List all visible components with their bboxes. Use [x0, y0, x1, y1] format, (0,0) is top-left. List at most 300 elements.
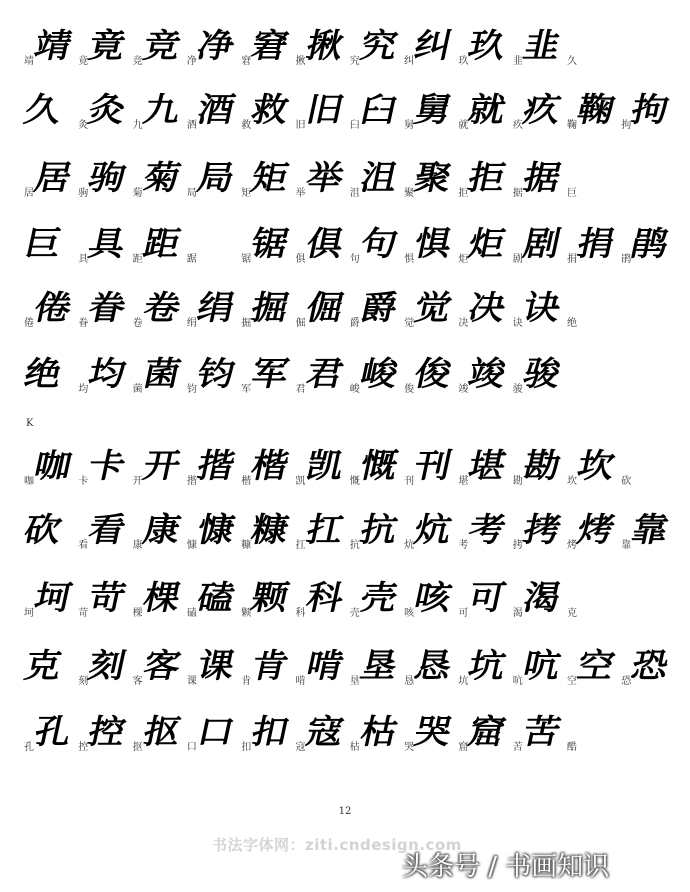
character-pair [78, 434, 129, 494]
calligraphy-glyph: 糠 [248, 510, 292, 550]
calligraphy-glyph: 九 [139, 90, 183, 130]
printed-character-label: 九 [132, 120, 143, 131]
printed-character-label: 菊 [132, 188, 143, 199]
printed-character-label: 绝 [567, 318, 577, 329]
character-pair [78, 342, 129, 402]
character-pair [404, 78, 455, 138]
character-row [0, 700, 690, 760]
character-row [0, 14, 690, 74]
calligraphy-glyph: 玖 [465, 26, 509, 66]
printed-character-label: 糠 [241, 540, 252, 551]
printed-character-label: 掘 [241, 318, 252, 329]
printed-character-label: 磕 [186, 608, 197, 619]
character-pair [567, 700, 578, 760]
calligraphy-glyph: 坑 [465, 646, 509, 686]
calligraphy-glyph: 君 [302, 354, 346, 394]
printed-character-label: 堪 [458, 476, 469, 487]
calligraphy-glyph: 恳 [410, 646, 455, 686]
calligraphy-glyph: 菌 [139, 354, 183, 394]
printed-character-label: 克 [567, 608, 577, 619]
character-pair [349, 342, 400, 402]
calligraphy-glyph: 菊 [139, 158, 183, 198]
character-pair [567, 634, 618, 694]
character-pair [458, 276, 509, 336]
printed-character-label: 竣 [458, 384, 469, 395]
calligraphy-glyph: 刊 [410, 446, 455, 486]
character-row [0, 78, 690, 138]
character-pair [78, 146, 129, 206]
printed-character-label: 炬 [458, 254, 469, 265]
printed-character-label: 考 [458, 540, 469, 551]
calligraphy-glyph: 垦 [356, 646, 400, 686]
character-pair [458, 566, 509, 626]
printed-character-label: 拷 [512, 540, 523, 551]
calligraphy-glyph: 控 [85, 712, 129, 752]
printed-character-label: 竞 [132, 56, 143, 67]
printed-character-label: 孔 [24, 742, 34, 753]
character-pair [458, 498, 509, 558]
character-pair [186, 498, 238, 558]
printed-character-label: 君 [295, 384, 306, 395]
printed-character-label: 刊 [404, 476, 415, 487]
printed-character-label: 究 [349, 56, 360, 67]
printed-character-label: 菌 [132, 384, 143, 395]
calligraphy-glyph: 咖 [30, 446, 75, 486]
calligraphy-glyph: 舅 [410, 90, 455, 130]
calligraphy-glyph: 句 [356, 224, 400, 264]
character-pair [349, 146, 400, 206]
character-pair [295, 14, 346, 74]
character-pair [349, 212, 400, 272]
printed-character-label: 玖 [458, 56, 469, 67]
printed-character-label: 慷 [186, 540, 197, 551]
calligraphy-glyph: 磕 [193, 578, 238, 618]
character-pair [458, 434, 509, 494]
calligraphy-glyph: 开 [139, 446, 183, 486]
character-row [0, 434, 690, 494]
printed-character-label: 峻 [349, 384, 360, 395]
printed-character-label: 康 [132, 540, 143, 551]
printed-character-label: 扛 [295, 540, 306, 551]
calligraphy-glyph: 哭 [410, 712, 455, 752]
character-pair [404, 566, 455, 626]
calligraphy-glyph: 觉 [410, 288, 455, 328]
printed-character-label: 卡 [78, 476, 89, 487]
printed-character-label: 看 [78, 540, 89, 551]
character-pair [621, 78, 672, 138]
calligraphy-glyph: 康 [139, 510, 183, 550]
printed-character-label: 眷 [78, 318, 89, 329]
calligraphy-glyph: 卷 [139, 288, 183, 328]
printed-character-label: 啃 [295, 676, 306, 687]
printed-character-label: 扣 [241, 742, 252, 753]
character-pair [24, 276, 75, 336]
calligraphy-glyph: 枯 [356, 712, 400, 752]
character-pair [458, 78, 509, 138]
printed-character-label: 居 [24, 188, 34, 199]
printed-character-label: 颗 [241, 608, 252, 619]
calligraphy-glyph: 久 [20, 90, 65, 130]
printed-character-label: 空 [567, 676, 577, 687]
character-pair [132, 146, 183, 206]
calligraphy-glyph: 坷 [30, 578, 75, 618]
calligraphy-glyph: 眷 [85, 288, 129, 328]
printed-character-label: 坎 [567, 476, 577, 487]
printed-character-label: 凯 [295, 476, 306, 487]
character-pair [512, 634, 563, 694]
character-pair [621, 498, 672, 558]
character-pair [404, 14, 455, 74]
calligraphy-glyph: 砍 [20, 510, 65, 550]
character-pair [186, 14, 238, 74]
calligraphy-glyph: 巨 [20, 224, 65, 264]
printed-character-label: 哭 [404, 742, 415, 753]
printed-character-label: 客 [132, 676, 143, 687]
printed-character-label: 觉 [404, 318, 415, 329]
character-pair [458, 14, 509, 74]
character-pair [512, 434, 563, 494]
calligraphy-glyph: 靠 [628, 510, 672, 550]
printed-character-label: 钧 [186, 384, 197, 395]
calligraphy-glyph: 均 [85, 354, 129, 394]
printed-character-label: 句 [349, 254, 360, 265]
character-pair [349, 434, 400, 494]
calligraphy-glyph: 据 [519, 158, 563, 198]
character-pair [78, 566, 129, 626]
printed-character-label: 倦 [24, 318, 34, 329]
printed-character-label: 楷 [241, 476, 252, 487]
calligraphy-glyph: 炬 [465, 224, 509, 264]
calligraphy-glyph: 沮 [356, 158, 400, 198]
character-pair [512, 146, 563, 206]
calligraphy-glyph: 钧 [193, 354, 238, 394]
calligraphy-glyph: 可 [465, 578, 509, 618]
calligraphy-glyph: 倔 [302, 288, 346, 328]
calligraphy-glyph: 绝 [20, 354, 65, 394]
calligraphy-glyph: 具 [85, 224, 129, 264]
printed-character-label: 均 [78, 384, 89, 395]
calligraphy-glyph: 军 [248, 354, 292, 394]
printed-character-label: 臼 [349, 120, 360, 131]
character-pair [20, 78, 65, 138]
character-pair [567, 498, 618, 558]
calligraphy-glyph: 居 [30, 158, 75, 198]
calligraphy-glyph: 举 [302, 158, 346, 198]
printed-character-label: 举 [295, 188, 306, 199]
printed-character-label: 苦 [512, 742, 523, 753]
printed-character-label: 爵 [349, 318, 360, 329]
printed-character-label: 韭 [512, 56, 523, 67]
calligraphy-glyph: 疚 [519, 90, 563, 130]
calligraphy-glyph: 捐 [573, 224, 618, 264]
calligraphy-glyph: 竞 [139, 26, 183, 66]
calligraphy-glyph: 绢 [193, 288, 238, 328]
printed-character-label: 窟 [458, 742, 469, 753]
calligraphy-glyph: 竣 [465, 354, 509, 394]
character-pair [458, 212, 509, 272]
printed-character-label: 驹 [78, 188, 89, 199]
character-pair [241, 434, 292, 494]
printed-character-label: 倔 [295, 318, 306, 329]
printed-character-label: 壳 [349, 608, 360, 619]
printed-character-label: 可 [458, 608, 469, 619]
calligraphy-glyph: 考 [465, 510, 509, 550]
printed-character-label: 吭 [512, 676, 523, 687]
character-pair [349, 498, 400, 558]
calligraphy-glyph: 救 [248, 90, 292, 130]
printed-character-label: 净 [186, 56, 197, 67]
calligraphy-glyph: 决 [465, 288, 509, 328]
calligraphy-glyph: 纠 [410, 26, 455, 66]
calligraphy-glyph: 课 [193, 646, 238, 686]
character-pair [186, 700, 238, 760]
character-pair [132, 434, 183, 494]
printed-character-label: 灸 [78, 120, 89, 131]
calligraphy-glyph: 苛 [85, 578, 129, 618]
printed-character-label: 俊 [404, 384, 415, 395]
character-pair [186, 634, 238, 694]
character-pair [78, 700, 129, 760]
printed-character-label: 控 [78, 742, 89, 753]
calligraphy-glyph: 堪 [465, 446, 509, 486]
printed-character-label: 科 [295, 608, 306, 619]
character-pair [567, 14, 578, 74]
calligraphy-glyph: 驹 [85, 158, 129, 198]
calligraphy-glyph: 颗 [248, 578, 292, 618]
printed-character-label: 绢 [186, 318, 197, 329]
character-pair [349, 14, 400, 74]
character-pair [567, 276, 578, 336]
character-pair [20, 634, 65, 694]
character-pair [295, 78, 346, 138]
character-pair [241, 276, 292, 336]
printed-character-label: 锯 [241, 254, 252, 265]
printed-character-label: 卷 [132, 318, 143, 329]
character-pair [241, 700, 292, 760]
printed-character-label: 距 [132, 254, 143, 265]
character-pair [78, 78, 129, 138]
character-pair [295, 212, 346, 272]
character-pair [132, 700, 183, 760]
character-pair [349, 700, 400, 760]
printed-character-label: 俱 [295, 254, 306, 265]
calligraphy-glyph: 峻 [356, 354, 400, 394]
calligraphy-glyph: 鞠 [573, 90, 618, 130]
calligraphy-glyph: 局 [193, 158, 238, 198]
character-pair [241, 498, 292, 558]
character-pair [295, 434, 346, 494]
character-pair [186, 146, 238, 206]
printed-character-label: 剧 [512, 254, 523, 265]
calligraphy-glyph: 抗 [356, 510, 400, 550]
calligraphy-glyph: 楷 [248, 446, 292, 486]
character-pair [621, 434, 632, 494]
calligraphy-glyph: 烤 [573, 510, 618, 550]
calligraphy-glyph: 剧 [519, 224, 563, 264]
printed-character-label: 揪 [295, 56, 306, 67]
character-pair [404, 434, 455, 494]
printed-character-label: 矩 [241, 188, 252, 199]
character-pair [78, 498, 129, 558]
calligraphy-glyph: 酒 [193, 90, 238, 130]
calligraphy-glyph: 净 [193, 26, 238, 66]
section-letter-k: K [26, 418, 34, 429]
printed-character-label: 寇 [295, 742, 306, 753]
calligraphy-glyph: 卡 [85, 446, 129, 486]
character-pair [24, 700, 75, 760]
calligraphy-glyph: 诀 [519, 288, 563, 328]
calligraphy-glyph: 咳 [410, 578, 455, 618]
character-pair [404, 634, 455, 694]
character-pair [512, 212, 563, 272]
printed-character-label: 踞 [186, 254, 197, 265]
character-pair [295, 146, 346, 206]
printed-character-label: 局 [186, 188, 197, 199]
character-row [0, 342, 690, 402]
calligraphy-glyph: 科 [302, 578, 346, 618]
printed-character-label: 纠 [404, 56, 415, 67]
printed-character-label: 拒 [458, 188, 469, 199]
printed-character-label: 开 [132, 476, 143, 487]
character-pair [132, 634, 183, 694]
printed-character-label: 鹃 [621, 254, 632, 265]
calligraphy-glyph: 坎 [573, 446, 618, 486]
calligraphy-glyph: 竟 [85, 26, 129, 66]
printed-character-label: 坑 [458, 676, 469, 687]
printed-character-label: 靖 [24, 56, 34, 67]
printed-character-label: 疚 [512, 120, 523, 131]
character-pair [20, 342, 65, 402]
printed-character-label: 据 [512, 188, 523, 199]
character-pair [567, 434, 618, 494]
character-pair [241, 78, 292, 138]
calligraphy-glyph: 吭 [519, 646, 563, 686]
character-pair [186, 434, 238, 494]
character-pair [404, 700, 455, 760]
calligraphy-glyph: 拘 [628, 90, 672, 130]
calligraphy-glyph: 惧 [410, 224, 455, 264]
printed-character-label: 骏 [512, 384, 523, 395]
calligraphy-glyph: 聚 [410, 158, 455, 198]
printed-character-label: 沮 [349, 188, 360, 199]
character-pair [349, 78, 400, 138]
character-pair [567, 78, 618, 138]
printed-character-label: 竟 [78, 56, 89, 67]
character-pair [186, 342, 238, 402]
calligraphy-glyph: 究 [356, 26, 400, 66]
calligraphy-glyph: 就 [465, 90, 509, 130]
character-pair [132, 498, 183, 558]
printed-character-label: 舅 [404, 120, 415, 131]
character-pair [512, 342, 563, 402]
printed-character-label: 枯 [349, 742, 360, 753]
character-pair [78, 276, 129, 336]
character-pair [24, 146, 75, 206]
calligraphy-glyph: 锯 [248, 224, 292, 264]
printed-character-label: 坷 [24, 608, 34, 619]
character-row [0, 498, 690, 558]
character-pair [241, 634, 292, 694]
character-pair [458, 634, 509, 694]
printed-character-label: 恳 [404, 676, 415, 687]
printed-character-label: 救 [241, 120, 252, 131]
character-pair [241, 212, 292, 272]
character-pair [567, 566, 578, 626]
character-pair [24, 566, 75, 626]
printed-character-label: 棵 [132, 608, 143, 619]
printed-character-label: 巨 [567, 188, 577, 199]
character-pair [458, 700, 509, 760]
calligraphy-glyph: 靖 [30, 26, 75, 66]
character-pair [512, 14, 563, 74]
calligraphy-glyph: 距 [139, 224, 183, 264]
calligraphy-glyph: 孔 [30, 712, 75, 752]
printed-character-label: 咳 [404, 608, 415, 619]
character-pair [132, 566, 183, 626]
character-pair [186, 566, 238, 626]
character-pair [295, 498, 346, 558]
watermark-site: 书法字体网：ziti.cndesign.com [212, 836, 462, 854]
printed-character-label: 炕 [404, 540, 415, 551]
calligraphy-glyph: 爵 [356, 288, 400, 328]
calligraphy-glyph: 骏 [519, 354, 563, 394]
character-pair [186, 78, 238, 138]
character-pair [132, 276, 183, 336]
character-pair [621, 634, 672, 694]
calligraphy-glyph: 炕 [410, 510, 455, 550]
character-pair [78, 212, 129, 272]
calligraphy-glyph: 抠 [139, 712, 183, 752]
calligraphy-glyph: 俱 [302, 224, 346, 264]
calligraphy-glyph: 慨 [356, 446, 400, 486]
printed-character-label: 鞠 [567, 120, 577, 131]
calligraphy-glyph: 渴 [519, 578, 563, 618]
printed-character-label: 刻 [78, 676, 89, 687]
character-pair [512, 498, 563, 558]
character-pair [132, 14, 183, 74]
calligraphy-glyph: 客 [139, 646, 183, 686]
calligraphy-glyph: 寇 [302, 712, 346, 752]
character-pair [295, 342, 346, 402]
printed-character-label: 课 [186, 676, 197, 687]
calligraphy-glyph: 空 [573, 646, 618, 686]
calligraphy-glyph: 棵 [139, 578, 183, 618]
printed-character-label: 恐 [621, 676, 632, 687]
character-pair [132, 342, 183, 402]
printed-character-label: 窘 [241, 56, 252, 67]
character-pair [132, 212, 183, 272]
character-pair [295, 566, 346, 626]
calligraphy-glyph: 俊 [410, 354, 455, 394]
character-pair [404, 342, 455, 402]
calligraphy-glyph: 扣 [248, 712, 292, 752]
printed-character-label: 久 [567, 56, 577, 67]
printed-character-label: 苛 [78, 608, 89, 619]
calligraphy-glyph: 灸 [85, 90, 129, 130]
printed-character-label: 口 [186, 742, 197, 753]
calligraphy-glyph: 倦 [30, 288, 75, 328]
printed-character-label: 抠 [132, 742, 143, 753]
character-pair [349, 634, 400, 694]
printed-character-label: 军 [241, 384, 252, 395]
character-row [0, 212, 690, 272]
character-pair [567, 212, 618, 272]
calligraphy-glyph: 勘 [519, 446, 563, 486]
character-pair [404, 276, 455, 336]
printed-character-label: 拘 [621, 120, 632, 131]
calligraphy-glyph: 掘 [248, 288, 292, 328]
printed-character-label: 聚 [404, 188, 415, 199]
